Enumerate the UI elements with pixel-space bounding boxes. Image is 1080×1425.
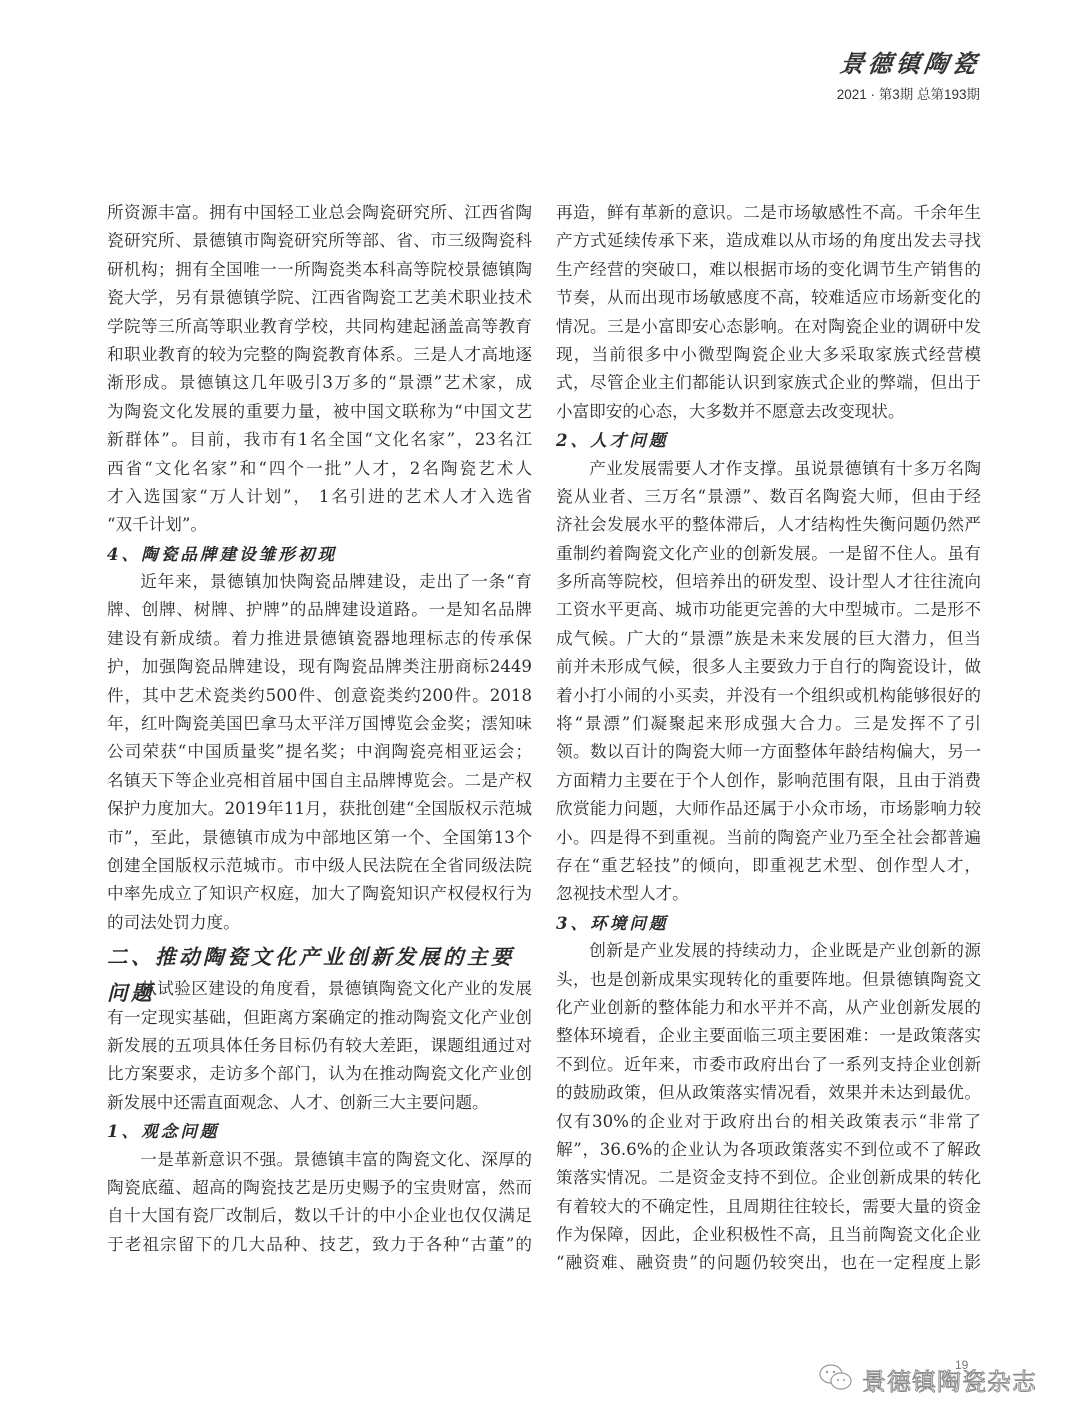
paragraph-line: 创新是产业发展的持续动力，企业既是产业创新的源 (589, 941, 981, 961)
paragraph-line: 头，也是创新成果实现转化的重要阵地。但景德镇陶瓷文 (556, 969, 981, 989)
paragraph-line: 研机构；拥有全国唯一一所陶瓷类本科高等院校景德镇陶 (107, 259, 532, 279)
paragraph-line: 从试验区建设的角度看，景德镇陶瓷文化产业的发展 (140, 979, 532, 999)
paragraph-line: 小富即安的心态，大多数并不愿意去改变现状。 (556, 401, 905, 421)
paragraph-line: 瓷研究所、景德镇市陶瓷研究所等部、省、市三级陶瓷科 (107, 231, 532, 251)
page-number: 19 (955, 1358, 969, 1372)
paragraph-line: 一是革新意识不强。景德镇丰富的陶瓷文化、深厚的 (140, 1149, 532, 1169)
paragraph-line: 中率先成立了知识产权庭，加大了陶瓷知识产权侵权行为 (107, 884, 532, 904)
paragraph-line: 多所高等院校，但培养出的研发型、设计型人才往往流向 (556, 572, 981, 592)
paragraph-line: 新群体”。目前，我市有1名全国“文化名家”，23名江 (107, 430, 532, 450)
paragraph-line: 产业发展需要人才作支撑。虽说景德镇有十多万名陶 (589, 458, 981, 478)
paragraph-line: 才入选国家“万人计划”， 1名引进的艺术人才入选省 (107, 486, 532, 506)
paragraph-line: 护，加强陶瓷品牌建设，现有陶瓷品牌类注册商标2449 (107, 657, 532, 677)
paragraph-line: 为陶瓷文化发展的重要力量，被中国文联称为“中国文艺 (107, 401, 532, 421)
subsection-heading: 2、人才问题 (556, 430, 669, 451)
paragraph-line: 存在“重艺轻技”的倾向，即重视艺术型、创作型人才， (556, 855, 981, 875)
paragraph-line: 名镇天下等企业亮相首届中国自主品牌博览会。二是产权 (107, 770, 532, 790)
paragraph-line: 件，其中艺术瓷类约500件、创意瓷类约200件。2018 (107, 685, 532, 705)
paragraph-line: 解”，36.6%的企业认为各项政策落实不到位或不了解政 (556, 1139, 981, 1159)
paragraph-line: 建设有新成绩。着力推进景德镇瓷器地理标志的传承保 (107, 628, 532, 648)
paragraph-line: 陶瓷底蕴、超高的陶瓷技艺是历史赐予的宝贵财富，然而 (107, 1177, 532, 1197)
paragraph-line: 情况。三是小富即安心态影响。在对陶瓷企业的调研中发 (556, 316, 981, 336)
paragraph-line: 自十大国有瓷厂改制后，数以千计的中小企业也仅仅满足 (107, 1206, 532, 1226)
right-column (556, 199, 981, 1278)
journal-logo: 景德镇陶瓷 (837, 49, 982, 78)
paragraph-line: 的司法处罚力度。 (107, 912, 240, 932)
paragraph-line: 公司荣获“中国质量奖”提名奖；中润陶瓷亮相亚运会； (107, 742, 532, 762)
paragraph-line: 不到位。近年来，市委市政府出台了一系列支持企业创新 (556, 1054, 981, 1074)
paragraph-line: 方面精力主要在于个人创作，影响范围有限，且由于消费 (556, 770, 981, 790)
paragraph-line: 前并未形成气候，很多人主要致力于自行的陶瓷设计，做 (556, 657, 981, 677)
wechat-icon (818, 1363, 854, 1397)
paragraph-line: 于老祖宗留下的几大品种、技艺，致力于各种“古董”的 (107, 1234, 532, 1254)
paragraph-line: 保护力度加大。2019年11月，获批创建“全国版权示范城 (107, 799, 532, 819)
paragraph-line: 学院等三所高等职业教育学校，共同构建起涵盖高等教育 (107, 316, 532, 336)
paragraph-line: 工资水平更高、城市功能更完善的大中型城市。二是形不 (556, 600, 981, 620)
left-column (107, 199, 532, 1259)
paragraph-line: 着小打小闹的小买卖，并没有一个组织或机构能够很好的 (556, 685, 981, 705)
paragraph-line: 创建全国版权示范城市。市中级人民法院在全省同级法院 (107, 855, 532, 875)
paragraph-line: “融资难、融资贵”的问题仍较突出，也在一定程度上影 (556, 1253, 981, 1273)
paragraph-line: 新发展中还需直面观念、人才、创新三大主要问题。 (107, 1092, 489, 1112)
section-heading: 二、推动陶瓷文化产业创新发展的主要问题 (107, 945, 515, 1006)
paragraph-line: 比方案要求，走访多个部门，认为在推动陶瓷文化产业创 (107, 1064, 532, 1084)
paragraph-line: 将“景漂”们凝聚起来形成强大合力。三是发挥不了引 (556, 714, 981, 734)
watermark-text: 景德镇陶瓷杂志 (862, 1368, 1037, 1396)
subsection-heading: 1、观念问题 (107, 1121, 220, 1142)
paragraph-line: 产方式延续传承下来，造成难以从市场的角度出发去寻找 (556, 231, 981, 251)
paragraph-line: 成气候。广大的“景漂”族是未来发展的巨大潜力，但当 (556, 628, 981, 648)
paragraph-line: 牌、创牌、树牌、护牌”的品牌建设道路。一是知名品牌 (107, 600, 532, 620)
paragraph-line: 瓷大学，另有景德镇学院、江西省陶瓷工艺美术职业技术 (107, 288, 532, 308)
paragraph-line: 所资源丰富。拥有中国轻工业总会陶瓷研究所、江西省陶 (107, 203, 532, 222)
subsection-heading: 3、环境问题 (556, 912, 669, 933)
paragraph-line: 现，当前很多中小微型陶瓷企业大多采取家族式经营模 (556, 344, 981, 364)
paragraph-line: 济社会发展水平的整体滞后，人才结构性失衡问题仍然严 (556, 515, 981, 535)
paragraph-line: 小。四是得不到重视。当前的陶瓷产业乃至全社会都普遍 (556, 827, 981, 847)
paragraph-line: “双千计划”。 (107, 515, 207, 535)
paragraph-line: 整体环境看，企业主要面临三项主要困难：一是政策落实 (556, 1026, 981, 1046)
paragraph-line: 近年来，景德镇加快陶瓷品牌建设，走出了一条“育 (140, 572, 532, 592)
subsection-heading: 4、陶瓷品牌建设雏形初现 (107, 543, 338, 564)
paragraph-line: 欣赏能力问题，大师作品还属于小众市场，市场影响力较 (556, 799, 981, 819)
paragraph-line: 新发展的五项具体任务目标仍有较大差距，课题组通过对 (107, 1035, 532, 1055)
paragraph-line: 生产经营的突破口，难以根据市场的变化调节生产销售的 (556, 259, 981, 279)
paragraph-line: 西省“文化名家”和“四个一批”人才，2名陶瓷艺术人 (107, 458, 532, 478)
paragraph-line: 和职业教育的较为完整的陶瓷教育体系。三是人才高地逐 (107, 344, 532, 364)
paragraph-line: 瓷从业者、三万名“景漂”、数百名陶瓷大师，但由于经 (556, 486, 981, 506)
paragraph-line: 重制约着陶瓷文化产业的创新发展。一是留不住人。虽有 (556, 543, 981, 563)
paragraph-line: 有一定现实基础，但距离方案确定的推动陶瓷文化产业创 (107, 1007, 532, 1027)
paragraph-line: 年，红叶陶瓷美国巴拿马太平洋万国博览会金奖；澐知味 (107, 714, 532, 734)
paragraph-line: 有着较大的不确定性，且周期往往较长，需要大量的资金 (556, 1196, 981, 1216)
paragraph-line: 再造，鲜有革新的意识。二是市场敏感性不高。千余年生 (556, 203, 981, 222)
paragraph-line: 领。数以百计的陶瓷大师一方面整体年龄结构偏大，另一 (556, 742, 981, 762)
paragraph-line: 作为保障，因此，企业积极性不高，且当前陶瓷文化企业 (556, 1225, 981, 1245)
paragraph-line: 节奏，从而出现市场敏感度不高，较难适应市场新变化的 (556, 288, 981, 308)
wechat-watermark (818, 1362, 1037, 1397)
paragraph-line: 渐形成。景德镇这几年吸引3万多的“景漂”艺术家，成 (107, 373, 532, 393)
paragraph-line: 策落实情况。二是资金支持不到位。企业创新成果的转化 (556, 1168, 981, 1188)
journal-masthead (837, 44, 980, 103)
issue-info: 2021 · 第3期 总第193期 (836, 87, 980, 102)
paragraph-line: 式，尽管企业主们都能认识到家族式企业的弊端，但出于 (556, 373, 981, 393)
paragraph-line: 仅有30%的企业对于政府出台的相关政策表示“非常了 (556, 1111, 981, 1131)
paragraph-line: 忽视技术型人才。 (556, 884, 689, 904)
paragraph-line: 市”，至此，景德镇市成为中部地区第一个、全国第13个 (107, 827, 532, 847)
paragraph-line: 化产业创新的整体能力和水平并不高，从产业创新发展的 (556, 997, 981, 1017)
paragraph-line: 的鼓励政策，但从政策落实情况看，效果并未达到最优。 (556, 1083, 981, 1103)
